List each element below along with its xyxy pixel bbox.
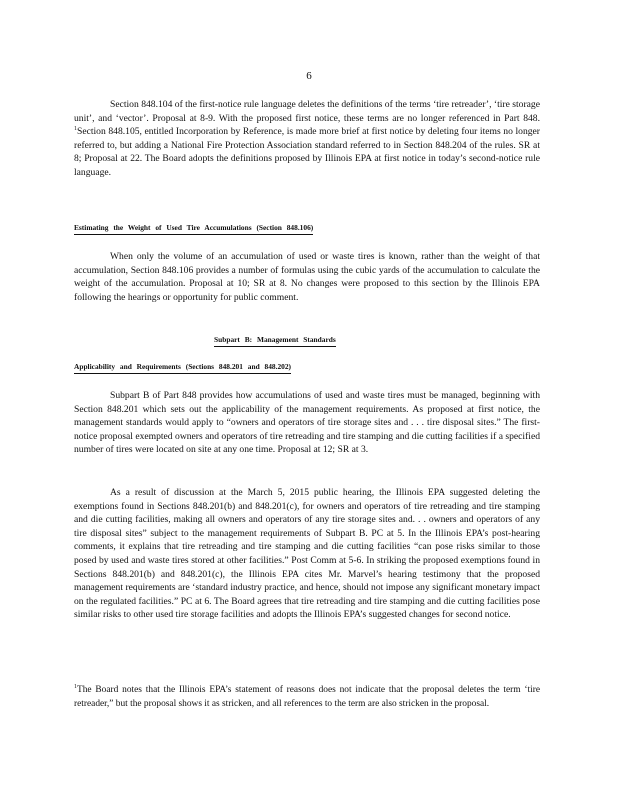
footnote-reference: 1 (74, 126, 77, 133)
paragraph-estimating-weight: When only the volume of an accumulation of used or waste tires is known, rather than the weight of that accumulation, Section 848.106 provides a number of formulas using the cubic yards of the accumulation to calculate the weight of the accumulation. Proposal at 10; SR at 8. No changes were proposed to this section by the Illinois EPA following the hearings or opportunity for public comment. (74, 251, 540, 303)
footnote-marker: 1 (74, 684, 77, 690)
paragraph-definitions (74, 98, 540, 180)
paragraph-subpart-b: Subpart B of Part 848 provides how accumulations of used and waste tires must be managed, beginning with Section 848.201 which sets out the applicability of the management requirements. As proposed at first notice, the management standards would apply to “owners and operators of tire storage sites and . . . tire disposal sites.” The first-notice proposal exempted owners and operators of tire retreading and tire stamping and die cutting facilities if a specified number of tires were located on site at any one time. Proposal at 12; SR at 3. (74, 390, 540, 456)
subpart-heading: Subpart B: Management Standards (214, 335, 336, 347)
paragraph-hearing-result: As a result of discussion at the March 5, 2015 public hearing, the Illinois EPA suggested deleting the exemptions found in Sections 848.201(b) and 848.201(c), for owners and operators of tire retreading and tire stamping and die cutting facilities, making all owners and operators of any tire storage sites and. . . owners and operators of any tire disposal sites” subject to the management requirements of Subpart B. PC at 5. In the Illinois EPA’s post-hearing comments, it explains that tire retreading and tire stamping and die cutting facilities “can pose risks similar to those posed by used and waste tires stored at other facilities.” Post Comm at 5-6. In striking the proposed exemptions found in Sections 848.201(b) and 848.201(c), the Illinois EPA cites Mr. Marvel’s hearing testimony that the proposed management requirements are ‘standard industry practice, and hence, should not impose any significant monetary impact on the regulated facilities.” PC at 6. The Board agrees that tire retreading and tire stamping and die cutting facilities pose similar risks to other used tire storage facilities and adopts the Illinois EPA’s suggested changes for second notice. (74, 487, 540, 621)
footnote (74, 684, 540, 711)
page-number: 6 (306, 70, 312, 82)
paragraph-definitions-text-b: Section 848.105, entitled Incorporation by Reference, is made more brief at first notice by deleting four items no longer referred to, but adding a National Fire Protection Association standard referred to in Section 848.204 of the rules. SR at 8; Proposal at 22. The Board adopts the definitions proposed by Illinois EPA at first notice in today’s second-notice rule language. (74, 126, 540, 178)
section-heading-applicability: Applicability and Requirements (Sections 848.201 and 848.202) (74, 362, 291, 374)
footnote-text: The Board notes that the Illinois EPA’s statement of reasons does not indicate that the proposal deletes the term ‘tire retreader,” but the proposal shows it as stricken, and all references to the term are also stricken in the proposal. (74, 685, 540, 709)
section-heading-estimating-weight: Estimating the Weight of Used Tire Accumulations (Section 848.106) (74, 223, 313, 235)
paragraph-definitions-text-a: Section 848.104 of the first-notice rule language deletes the definitions of the terms ‘tire retreader’, ‘tire storage unit’, and ‘vector’. Proposal at 8-9. With the proposed first notice, these terms are no longer referenced in Part 848. (74, 99, 540, 124)
